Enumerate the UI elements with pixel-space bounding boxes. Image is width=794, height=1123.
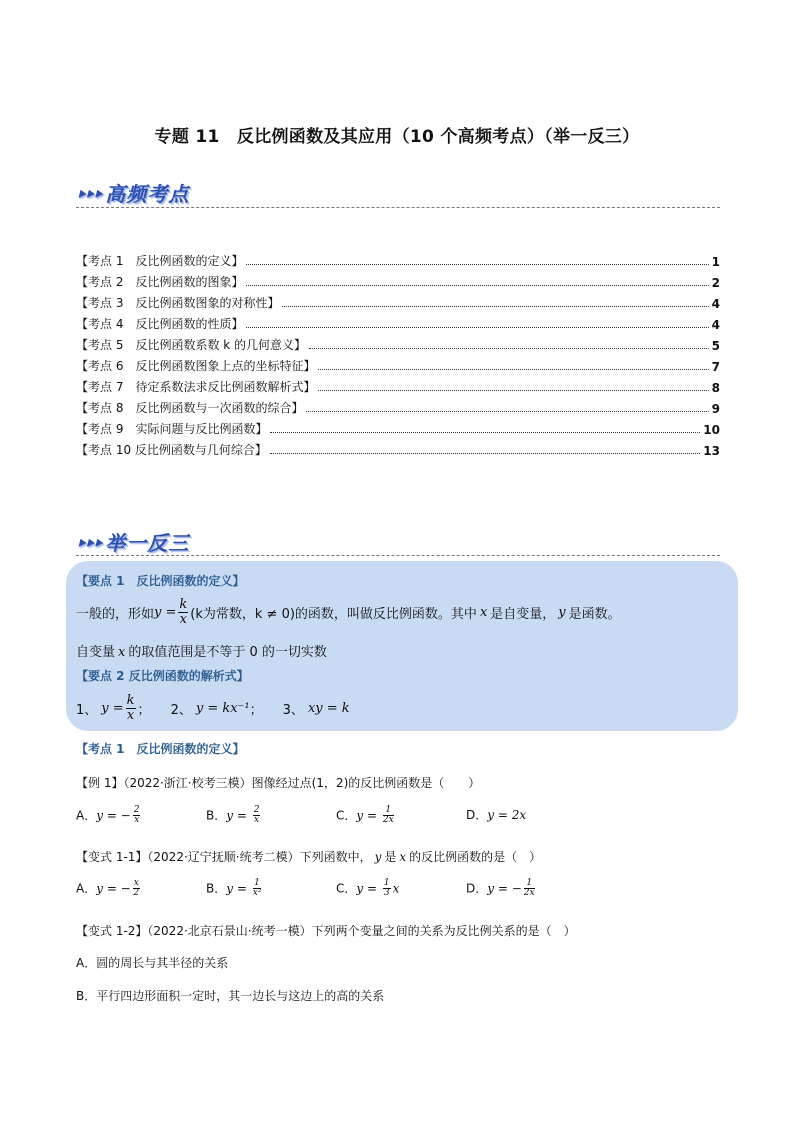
domain-line [76, 641, 327, 660]
option-expr: y = [226, 808, 251, 823]
section-divider [76, 207, 720, 208]
numerator: x [133, 878, 139, 888]
toc-entry[interactable] [76, 374, 720, 395]
option-label: C． [336, 808, 357, 823]
def-mid: 是自变量， [490, 606, 556, 622]
range-x: x [118, 645, 126, 660]
toc-leader-dots [318, 390, 708, 391]
stem-part: 是 [384, 850, 397, 864]
denominator: 2 [133, 888, 140, 899]
formula-2-sep: ； [249, 702, 263, 718]
toc-leader-dots [318, 369, 708, 370]
numerator: 1 [524, 879, 535, 889]
toc-entry-page: 4 [711, 297, 720, 311]
denominator: x [134, 815, 140, 826]
toc-entry[interactable] [76, 248, 720, 269]
toc-entry[interactable] [76, 332, 720, 353]
toc-entry[interactable] [76, 269, 720, 290]
option-d[interactable] [466, 806, 596, 826]
denominator: x [254, 815, 260, 826]
banner-label: 高频考点 [105, 182, 190, 206]
formula-1-fraction [126, 694, 136, 722]
stem-part: 的反比例函数的是（ ） [409, 850, 542, 864]
def-end: 是函数。 [568, 606, 621, 622]
def-y2: y [558, 604, 566, 620]
formula-2: y = kx⁻¹ [195, 700, 250, 716]
toc-entry-page: 5 [711, 339, 720, 353]
banner-label: 举一反三 [105, 531, 190, 555]
def-denominator: x [179, 611, 187, 627]
stem-part: 【变式 1-1】（2022·辽宁抚顺·统考二模）下列函数中， [76, 850, 372, 864]
variant-1-2-option-b[interactable]: B．平行四边形面积一定时，其一边长与这边上的高的关系 [76, 989, 385, 1003]
toc-leader-dots [246, 285, 708, 286]
numerator: 1 [383, 878, 390, 888]
numerator: 1 [254, 878, 260, 888]
option-fraction [133, 879, 140, 899]
triple-arrow-icon: ⯈⯈⯈ [76, 188, 102, 203]
example-1-options [76, 806, 596, 826]
toc-entry-page: 1 [711, 255, 720, 269]
toc-entry-label: 【考点 5 反比例函数系数 k 的几何意义】 [76, 338, 307, 352]
option-fraction [383, 879, 391, 899]
formula-line [76, 694, 350, 722]
formula-3-label: 3、 [282, 702, 304, 718]
def-condition: (k为常数，k ≠ 0) [190, 606, 295, 622]
def-prefix: 一般的，形如 [76, 606, 155, 622]
option-label: A． [76, 808, 97, 823]
toc-entry-page: 9 [711, 402, 720, 416]
toc-leader-dots [270, 453, 700, 454]
toc-entry-page: 13 [703, 444, 720, 458]
toc-entry[interactable] [76, 395, 720, 416]
option-label: B． [206, 881, 227, 896]
toc-leader-dots [282, 306, 708, 307]
numerator: 2 [253, 805, 260, 815]
toc-entry-label: 【考点 9 实际问题与反比例函数】 [76, 422, 268, 436]
option-a[interactable] [76, 879, 206, 899]
example-1-stem: 【例 1】（2022·浙江·校考三模）图像经过点(1，2)的反比例函数是（ ） [76, 776, 481, 790]
toc-entry-page: 10 [703, 423, 720, 437]
stem-x: x [399, 850, 407, 864]
option-label: C． [336, 881, 357, 896]
denominator: x² [252, 888, 262, 899]
option-c[interactable] [336, 879, 466, 899]
option-b[interactable] [206, 806, 336, 826]
option-d[interactable] [466, 879, 596, 899]
toc-entry[interactable] [76, 437, 720, 458]
option-fraction [383, 806, 394, 826]
denominator: 2x [523, 888, 535, 899]
toc-entry-label: 【考点 4 反比例函数的性质】 [76, 317, 244, 331]
formula-1-y: y = [101, 700, 124, 716]
def-x: x [479, 604, 488, 620]
option-fraction [253, 806, 261, 826]
option-label: B． [206, 808, 227, 823]
option-c[interactable] [336, 806, 466, 826]
option-b[interactable] [206, 879, 336, 899]
variant-1-2-option-a[interactable]: A．圆的周长与其半径的关系 [76, 956, 229, 970]
option-fraction [253, 879, 262, 899]
formula-1-numerator: k [126, 693, 135, 708]
toc-entry-label: 【考点 10 反比例函数与几何综合】 [76, 443, 267, 457]
toc-entry-label: 【考点 3 反比例函数图象的对称性】 [76, 296, 280, 310]
topic-1-title: 【考点 1 反比例函数的定义】 [76, 742, 245, 756]
option-a[interactable] [76, 806, 206, 826]
toc-leader-dots [306, 411, 708, 412]
toc-entry-label: 【考点 1 反比例函数的定义】 [76, 254, 244, 268]
formula-1-denominator: x [126, 707, 135, 723]
formula-2-label: 2、 [170, 702, 192, 718]
denominator: 2x [382, 815, 394, 826]
formula-3: xy = k [307, 700, 350, 716]
numerator: 1 [383, 806, 394, 816]
triple-arrow-icon: ⯈⯈⯈ [76, 537, 102, 552]
section-divider [76, 555, 720, 556]
denominator: 3 [383, 888, 390, 899]
toc-entry-label: 【考点 6 反比例函数图象上点的坐标特征】 [76, 359, 316, 373]
option-label: D． [466, 881, 488, 896]
def-suffix: 的函数，叫做反比例函数。其中 [294, 606, 477, 622]
definition-line [76, 598, 621, 626]
toc-entry-label: 【考点 2 反比例函数的图象】 [76, 275, 244, 289]
page-title: 专题 11 反比例函数及其应用（10 个高频考点）（举一反三） [154, 127, 640, 147]
option-expr: y = [356, 881, 381, 896]
numerator: 2 [133, 805, 140, 815]
option-expr: y = − [96, 881, 131, 896]
option-fraction [133, 806, 141, 826]
section-banner-high-frequency [76, 178, 189, 208]
option-fraction [524, 879, 535, 899]
section-banner-examples [76, 527, 189, 557]
toc-leader-dots [246, 264, 708, 265]
option-label: A． [76, 881, 97, 896]
def-fraction [178, 598, 188, 626]
option-expr: y = [226, 881, 251, 896]
stem-y: y [374, 850, 382, 864]
toc-entry-page: 2 [711, 276, 720, 290]
variant-1-1-options [76, 879, 596, 899]
toc-entry-page: 7 [711, 360, 720, 374]
option-expr: y = − [487, 881, 522, 896]
variant-1-2-stem: 【变式 1-2】（2022·北京石景山·统考一模）下列两个变量之间的关系为反比例关系的是（ ） [76, 924, 576, 938]
toc-entry-label: 【考点 7 待定系数法求反比例函数解析式】 [76, 380, 316, 394]
toc-entry[interactable] [76, 290, 720, 311]
variant-1-1-stem [76, 848, 541, 865]
range-suffix: 的取值范围是不等于 0 的一切实数 [128, 645, 327, 660]
table-of-contents [76, 248, 720, 458]
range-prefix: 自变量 [76, 645, 116, 660]
key-point-1-title: 【要点 1 反比例函数的定义】 [76, 574, 245, 588]
toc-leader-dots [270, 432, 700, 433]
option-label: D． [466, 808, 488, 822]
toc-entry[interactable] [76, 311, 720, 332]
formula-1-sep: ； [137, 702, 151, 718]
toc-entry[interactable] [76, 416, 720, 437]
option-expr-tail: x [392, 881, 400, 896]
formula-1-label: 1、 [76, 702, 98, 718]
def-numerator: k [179, 597, 188, 612]
option-expr: y = [356, 808, 381, 823]
key-point-2-title: 【要点 2 反比例函数的解析式】 [76, 669, 249, 683]
def-y: y = [154, 604, 177, 620]
toc-leader-dots [309, 348, 709, 349]
toc-entry-label: 【考点 8 反比例函数与一次函数的综合】 [76, 401, 304, 415]
option-expr: y = 2x [487, 808, 527, 822]
toc-entry-page: 8 [711, 381, 720, 395]
toc-leader-dots [246, 327, 708, 328]
toc-entry[interactable] [76, 353, 720, 374]
option-expr: y = − [96, 808, 131, 823]
toc-entry-page: 4 [711, 318, 720, 332]
